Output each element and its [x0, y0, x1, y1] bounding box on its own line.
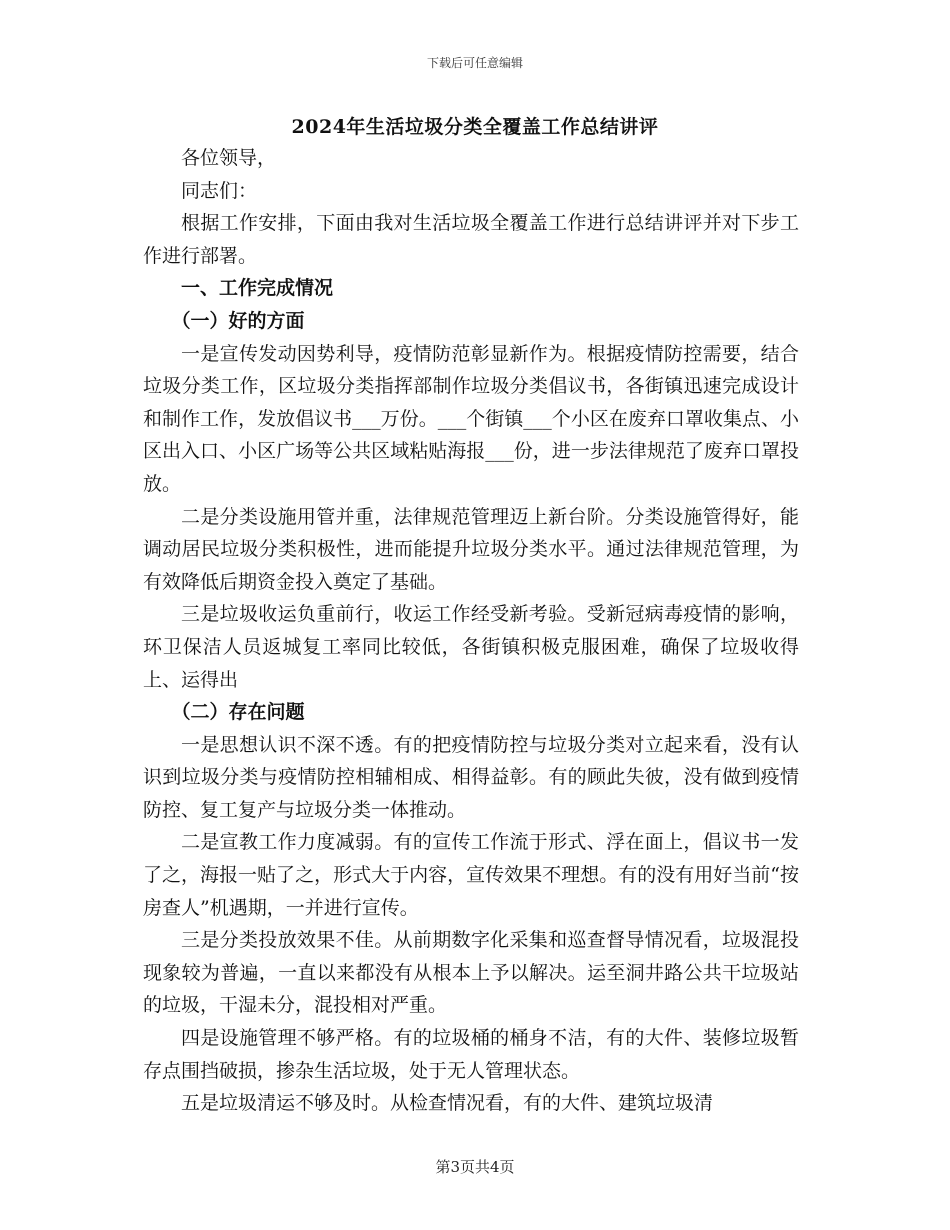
- paragraph-problem-2: 二是宣教工作力度减弱。有的宣传工作流于形式、浮在面上，倡议书一发了之，海报一贴了之，形式大于内容，宣传效果不理想。有的没有用好当前“按房查人”机遇期，一并进行宣传。: [143, 831, 799, 919]
- header-note: 下载后可任意编辑: [426, 56, 523, 70]
- salutation-comrades: 同志们：: [181, 179, 258, 202]
- page-indicator: 第3页共4页: [435, 1158, 515, 1176]
- paragraph-good-1: 一是宣传发动因势利导，疫情防范彰显新作为。根据疫情防控需要，结合垃圾分类工作，区垃圾分类指挥部制作垃圾分类倡议书，各街镇迅速完成设计和制作工作，发放倡议书___万份。___个街镇___个小区在废弃口罩收集点、小区出入口、小区广场等公共区域粘贴海报___份，进一步法律规范了废弃口罩投放。: [143, 342, 799, 495]
- paragraph-problem-3: 三是分类投放效果不佳。从前期数字化采集和巡查督导情况看，垃圾混投现象较为普遍，一直以来都没有从根本上予以解决。运至洞井路公共干垃圾站的垃圾，干湿未分，混投相对严重。: [143, 929, 799, 1017]
- salutation-leaders: 各位领导，: [181, 147, 277, 169]
- paragraph-problem-1: 一是思想认识不深不透。有的把疫情防控与垃圾分类对立起来看，没有认识到垃圾分类与疫情防控相辅相成、相得益彰。有的顾此失彼，没有做到疫情防控、复工复产与垃圾分类一体推动。: [143, 733, 799, 821]
- document-title: 2024年生活垃圾分类全覆盖工作总结讲评: [291, 116, 659, 138]
- paragraph-good-3: 三是垃圾收运负重前行，收运工作经受新考验。受新冠病毒疫情的影响，环卫保洁人员返城复工率同比较低，各街镇积极克服困难，确保了垃圾收得上、运得出: [143, 603, 799, 691]
- subsection-heading-good: （一）好的方面: [171, 309, 305, 332]
- section-heading-1: 一、工作完成情况: [181, 277, 334, 300]
- paragraph-problem-4: 四是设施管理不够严格。有的垃圾桶的桶身不洁，有的大件、装修垃圾暂存点围挡破损，掺杂生活垃圾，处于无人管理状态。: [143, 1027, 799, 1082]
- subsection-heading-problems: （二）存在问题: [171, 701, 305, 724]
- document-body: [143, 142, 799, 1120]
- intro-paragraph: 根据工作安排，下面由我对生活垃圾全覆盖工作进行总结讲评并对下步工作进行部署。: [143, 212, 799, 267]
- paragraph-good-2: 二是分类设施用管并重，法律规范管理迈上新台阶。分类设施管得好，能调动居民垃圾分类积极性，进而能提升垃圾分类水平。通过法律规范管理，为有效降低后期资金投入奠定了基础。: [143, 505, 799, 593]
- paragraph-problem-5: 五是垃圾清运不够及时。从检查情况看，有的大件、建筑垃圾清: [181, 1092, 714, 1115]
